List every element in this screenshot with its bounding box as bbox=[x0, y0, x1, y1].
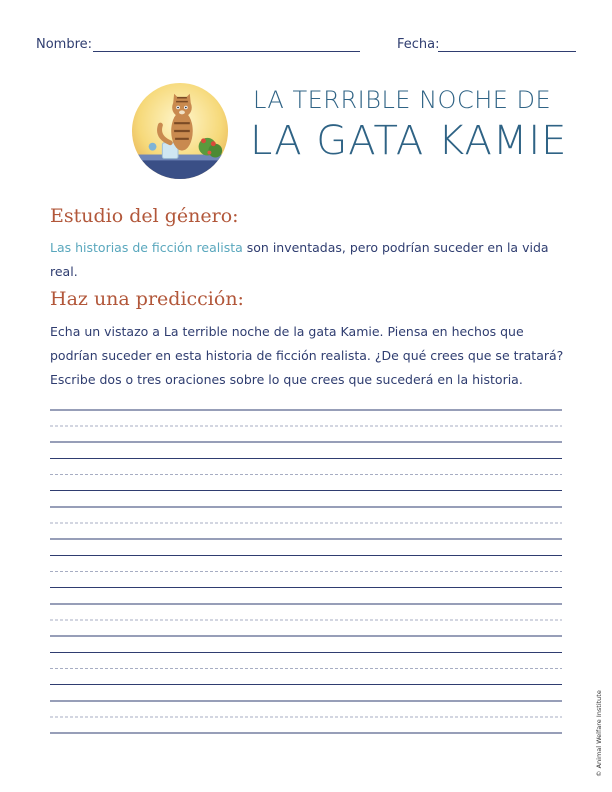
copyright-notice: © Animal Welfare Institute bbox=[595, 690, 603, 777]
genre-rest: son inventadas, pero podrían suceder en la vida real. bbox=[50, 240, 549, 279]
name-label: Nombre: bbox=[36, 37, 93, 52]
genre-heading: Estudio del género: bbox=[50, 205, 239, 227]
name-field[interactable] bbox=[93, 51, 360, 52]
genre-highlight: Las historias de ficción realista bbox=[50, 240, 243, 255]
title-line-1: LA TERRIBLE NOCHE DE bbox=[253, 86, 552, 114]
date-field[interactable] bbox=[438, 51, 576, 52]
date-label: Fecha: bbox=[397, 37, 440, 52]
writing-area[interactable] bbox=[50, 402, 562, 748]
prediction-instructions: Echa un vistazo a La terrible noche de la gata Kamie. Piensa en hechos que podrían suceder en esta historia de ficción realista. ¿De qué crees que se tratará? Escribe dos o tres oraciones sobre lo que crees que sucederá en la historia. bbox=[50, 324, 564, 387]
cat-illustration-icon bbox=[131, 82, 229, 180]
title-line-2: LA GATA KAMIE bbox=[250, 118, 568, 164]
genre-definition bbox=[50, 236, 570, 284]
prediction-heading: Haz una predicción: bbox=[50, 288, 244, 310]
